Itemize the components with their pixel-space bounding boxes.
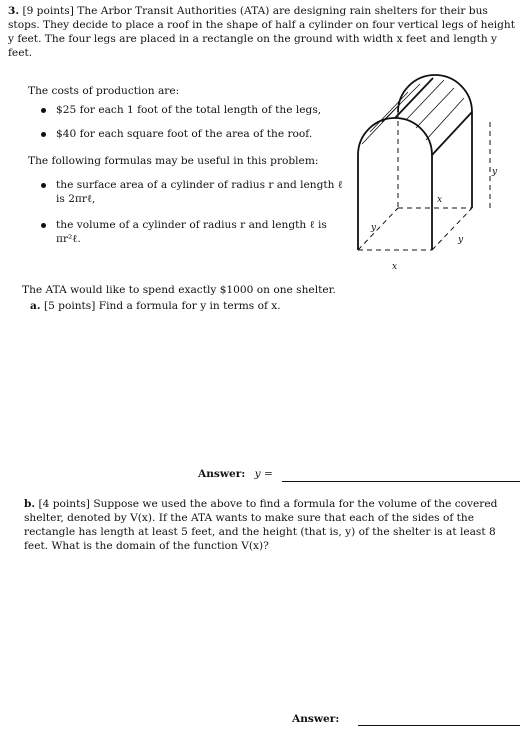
formula-surface-area [56, 178, 346, 206]
problem-intro-text: The Arbor Transit Authorities (ATA) are designing rain shelters for their bus stops. They decide to place a roof in the shape of half a cylinder on four vertical legs of height y feet. The four legs are placed in a rectangle on the ground with width x feet and length y feet. [8, 5, 515, 59]
part-b-label: b. [24, 498, 36, 510]
problem-points: [9 points] [22, 5, 74, 17]
costs-title: The costs of production are: [28, 85, 180, 97]
part-a-question [30, 299, 281, 313]
formula-surface-line1: the surface area of a cylinder of radius r and length ℓ [56, 179, 343, 191]
answer-b-field[interactable] [358, 725, 520, 726]
formulas-title: The following formulas may be useful in this problem: [28, 155, 319, 167]
part-a-points: [5 points] [43, 300, 96, 312]
formula-volume [56, 218, 346, 246]
formula-volume-line2: πr²ℓ. [56, 233, 81, 245]
bullet-dot [41, 132, 46, 137]
roof-side-edge [432, 112, 472, 155]
bullet-dot [41, 223, 46, 228]
label-y-side: y [492, 167, 498, 177]
part-b-text: Suppose we used the above to find a formula for the volume of the covered shelter, denoted by V(x). If the ATA wants to make sure that each of the sides of the rectangle has length at least 5 feet, and the height (that is, y) of the shelter is at least 8 feet. What is the domain of the function V(x)? [24, 498, 498, 552]
answer-b-label: Answer: [292, 713, 340, 725]
formula-surface-line2: is 2πrℓ, [56, 193, 96, 205]
cost-item-legs: $25 for each 1 foot of the total length of the legs, [56, 104, 322, 116]
bullet-dot [41, 108, 46, 113]
shelter-diagram [340, 70, 525, 280]
formula-volume-line1: the volume of a cylinder of radius r and length ℓ is [56, 219, 327, 231]
part-b-points: [4 points] [38, 498, 90, 510]
problem-number: 3. [8, 5, 20, 17]
part-a-text: Find a formula for y in terms of x. [98, 300, 281, 312]
answer-a-field[interactable] [282, 481, 520, 482]
answer-a-label: Answer: [198, 468, 246, 480]
part-b-question [24, 497, 504, 553]
label-y-right: y [458, 235, 464, 245]
left-ground-edge [358, 208, 398, 250]
answer-a [198, 467, 273, 481]
label-x-top: x [437, 195, 443, 205]
part-a-label: a. [30, 300, 41, 312]
front-arch [358, 118, 432, 250]
roof-hatching [362, 80, 464, 144]
label-y-left: y [371, 223, 377, 233]
budget-statement: The ATA would like to spend exactly $1000 on one shelter. [22, 284, 336, 296]
bullet-dot [41, 183, 46, 188]
back-arch [398, 75, 472, 112]
answer-a-prefix: y = [254, 468, 273, 480]
cost-item-roof: $40 for each square foot of the area of the roof. [56, 128, 313, 140]
right-ground-edge [432, 208, 472, 250]
label-x-bottom: x [392, 262, 398, 272]
problem-intro [8, 4, 520, 60]
